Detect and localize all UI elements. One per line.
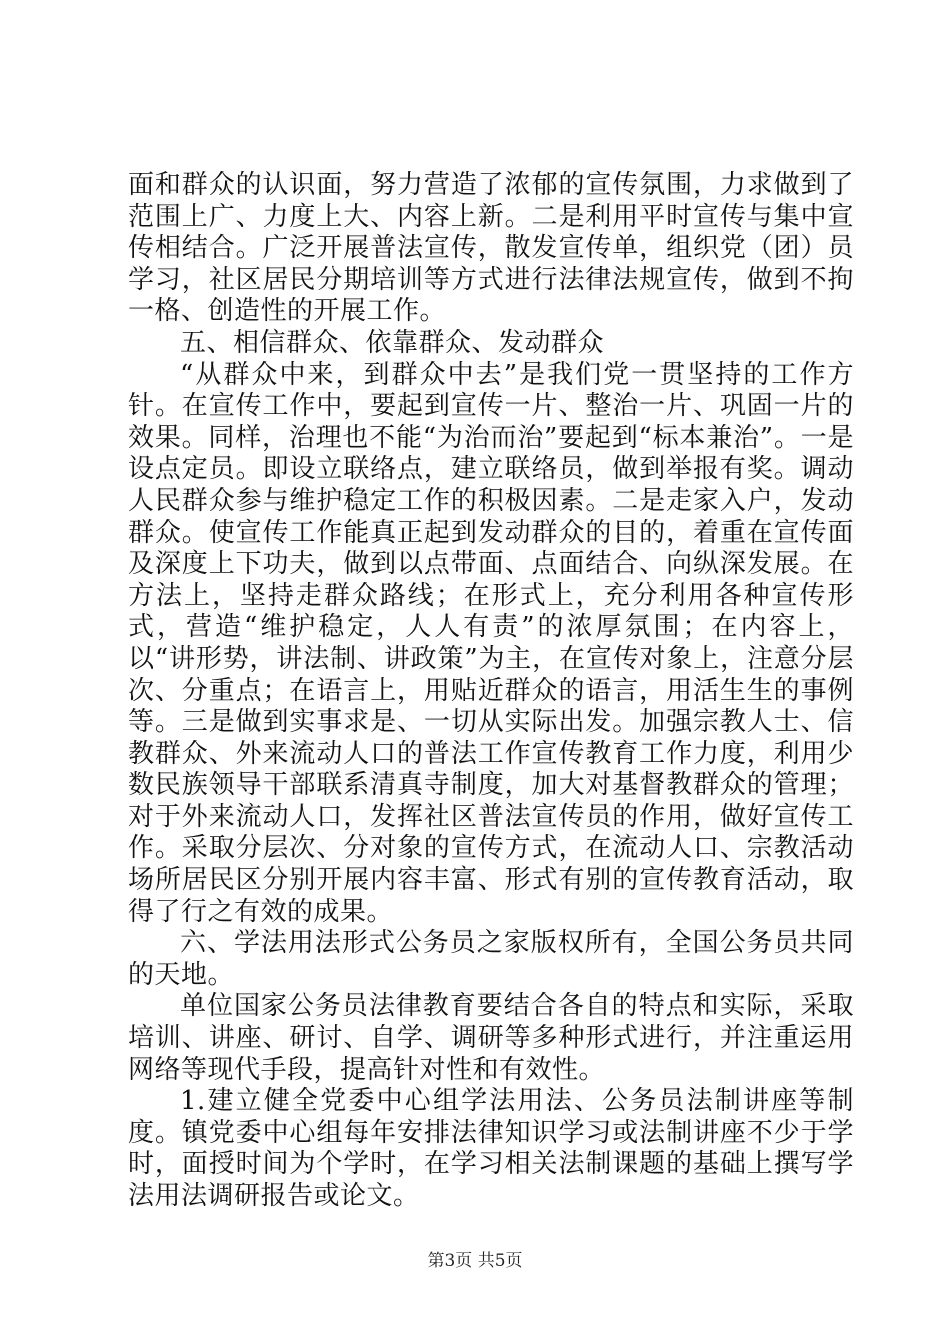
document-body xyxy=(128,170,854,1213)
page-number-footer: 第3页 共5页 xyxy=(427,1251,523,1271)
paragraph-1: 面和群众的认识面，努力营造了浓郁的宣传氛围，力求做到了范围上广、力度上大、内容上新。二是利用平时宣传与集中宣传相结合。广泛开展普法宣传，散发宣传单，组织党（团）员学习，社区居民分期培训等方式进行法律法规宣传，做到不拘一格、创造性的开展工作。 xyxy=(128,170,854,327)
paragraph-3: “从群众中来，到群众中去”是我们党一贯坚持的工作方针。在宣传工作中，要起到宣传一片、整治一片、巩固一片的效果。同样，治理也不能“为治而治”要起到“标本兼治”。一是设点定员。即设立联络点，建立联络员，做到举报有奖。调动人民群众参与维护稳定工作的积极因素。二是走家入户，发动群众。使宣传工作能真正起到发动群众的目的，着重在宣传面及深度上下功夫，做到以点带面、点面结合、向纵深发展。在方法上，坚持走群众路线；在形式上，充分利用各种宣传形式，营造“维护稳定，人人有责”的浓厚氛围；在内容上，以“讲形势，讲法制、讲政策”为主，在宣传对象上，注意分层次、分重点；在语言上，用贴近群众的语言，用活生生的事例等。三是做到实事求是、一切从实际出发。加强宗教人士、信教群众、外来流动人口的普法工作宣传教育工作力度，利用少数民族领导干部联系清真寺制度，加大对基督教群众的管理；对于外来流动人口，发挥社区普法宣传员的作用，做好宣传工作。采取分层次、分对象的宣传方式，在流动人口、宗教活动场所居民区分别开展内容丰富、形式有别的宣传教育活动，取得了行之有效的成果。 xyxy=(128,359,854,927)
paragraph-6: 1.建立健全党委中心组学法用法、公务员法制讲座等制度。镇党委中心组每年安排法律知识学习或法制讲座不少于学时，面授时间为个学时，在学习相关法制课题的基础上撰写学法用法调研报告或论文。 xyxy=(128,1086,854,1211)
section-heading-6: 六、学法用法形式公务员之家版权所有，全国公务员共同的天地。 xyxy=(128,928,854,990)
paragraph-5: 单位国家公务员法律教育要结合各自的特点和实际，采取培训、讲座、研讨、自学、调研等多种形式进行，并注重运用网络等现代手段，提高针对性和有效性。 xyxy=(128,991,854,1085)
section-heading-5: 五、相信群众、依靠群众、发动群众 xyxy=(180,327,605,358)
